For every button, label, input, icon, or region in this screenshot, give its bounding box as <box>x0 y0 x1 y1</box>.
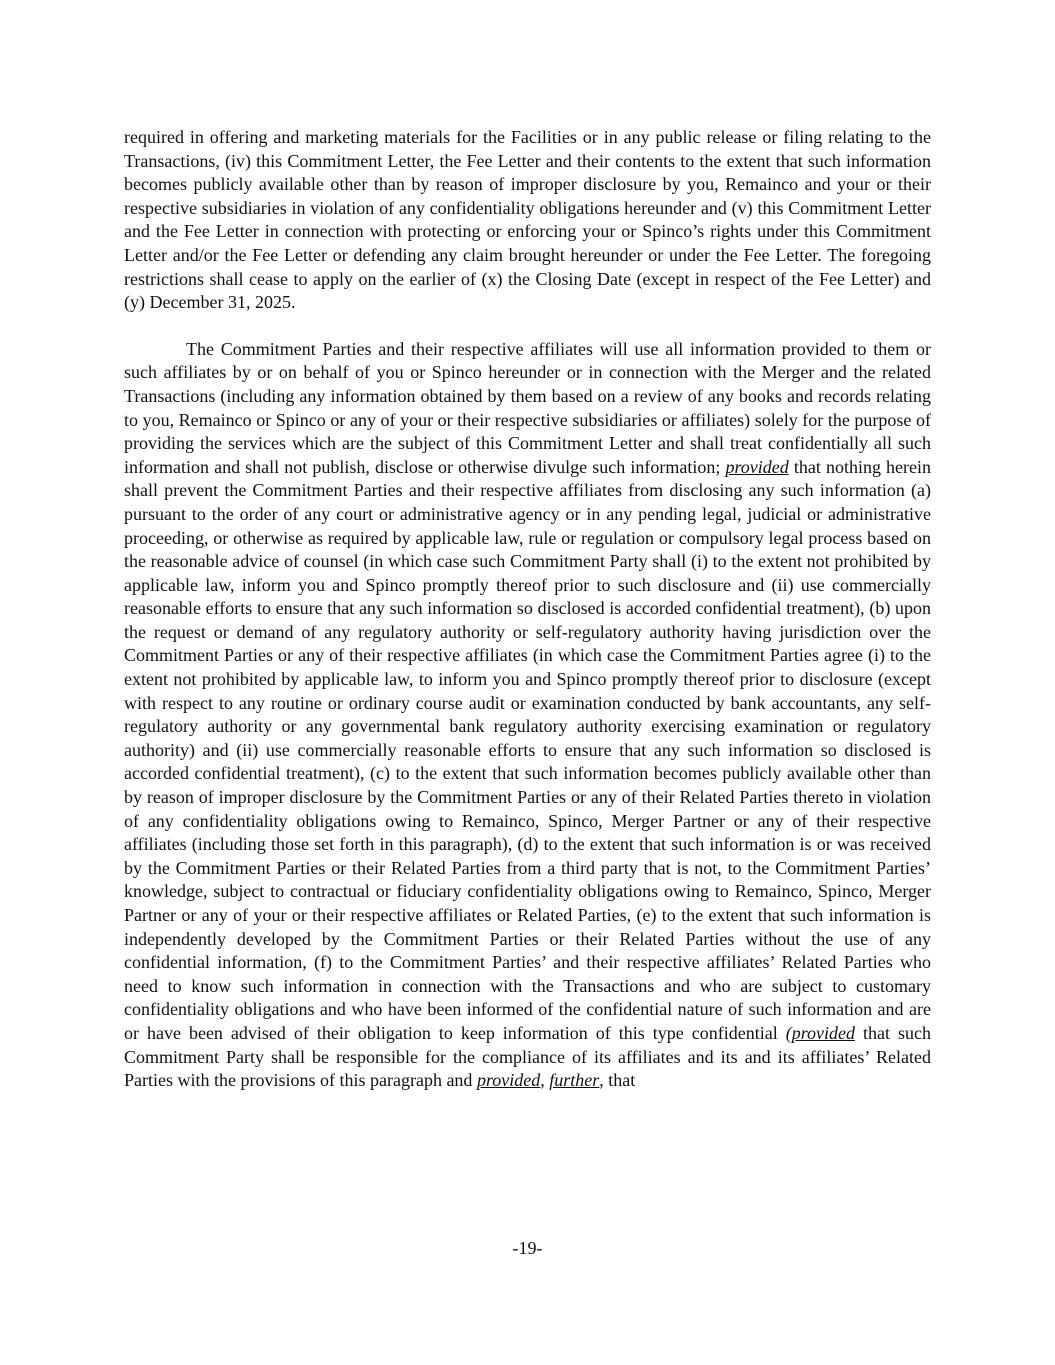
paragraph-text-segment: that such Commitment Party shall be responsible for the compliance of its affiliates and its and its affiliates’ Related Parties with the provisions of this paragraph and <box>124 1022 931 1091</box>
paragraph-text-segment: The Commitment Parties and their respective affiliates will use all information provided to them or such affiliates by or on behalf of you or Spinco hereunder or in connection with the Merger and the related Transactions (including any information obtained by them based on a review of any books and records relating to you, Remainco or Spinco or any of your or their respective subsidiaries or affiliates) solely for the purpose of providing the services which are the subject of this Commitment Letter and shall treat confidentially all such information and shall not publish, disclose or otherwise divulge such information; <box>124 338 931 477</box>
paragraph-text-segment: that nothing herein shall prevent the Commitment Parties and their respective affiliates from disclosing any such information (a) pursuant to the order of any court or administrative agency or in any pending legal, judicial or administrative proceeding, or otherwise as required by applicable law, rule or regulation or compulsory legal process based on the reasonable advice of counsel (in which case such Commitment Party shall (i) to the extent not prohibited by applicable law, inform you and Spinco promptly thereof prior to such disclosure and (ii) use commercially reasonable efforts to ensure that any such information so disclosed is accorded confidential treatment), (b) upon the request or demand of any regulatory authority or self-regulatory authority having jurisdiction over the Commitment Parties or any of their respective affiliates (in which case the Commitment Parties agree (i) to the extent not prohibited by applicable law, to inform you and Spinco promptly thereof prior to disclosure (except with respect to any routine or ordinary course audit or examination conducted by bank accountants, any self-regulatory authority or any governmental bank regulatory authority exercising examination or regulatory authority) and (ii) use commercially reasonable efforts to ensure that any such information so disclosed is accorded confidential treatment), (c) to the extent that such information becomes publicly available other than by reason of improper disclosure by the Commitment Parties or any of their Related Parties thereto in violation of any confidentiality obligations owing to Remainco, Spinco, Merger Partner or any of their respective affiliates (including those set forth in this paragraph), (d) to the extent that such information is or was received by the Commitment Parties or their Related Parties from a third party that is not, to the Commitment Parties’ knowledge, subject to contractual or fiduciary confidentiality obligations owing to Remainco, Spinco, Merger Partner or any of your or their respective affiliates or Related Parties, (e) to the extent that such information is independently developed by the Commitment Parties or their Related Parties without the use of any confidential information, (f) to the Commitment Parties’ and their respective affiliates’ Related Parties who need to know such information in connection with the Transactions and who are subject to customary confidentiality obligations and who have been informed of the confidential nature of such information and are or have been advised of their obligation to keep information of this type confidential <box>124 456 932 1043</box>
page-number: -19- <box>512 1238 543 1258</box>
emphasis-provided: provided <box>725 456 789 477</box>
paragraph-information-use <box>124 338 931 1093</box>
emphasis-provided: provided <box>476 1070 541 1091</box>
paragraph-confidentiality-exceptions: required in offering and marketing materials for the Facilities or in any public release or filing relating to the Transactions, (iv) this Commitment Letter, the Fee Letter and their contents to the extent that such information becomes publicly available other than by reason of improper disclosure by you, Remainco and your or their respective subsidiaries in violation of any confidentiality obligations hereunder and (v) this Commitment Letter and the Fee Letter in connection with protecting or enforcing your or Spinco’s rights under this Commitment Letter and/or the Fee Letter or defending any claim brought hereunder or under the Fee Letter. The foregoing restrictions shall cease to apply on the earlier of (x) the Closing Date (except in respect of the Fee Letter) and (y) December 31, 2025. <box>124 127 931 313</box>
emphasis-provided-parenthetical: (provided <box>785 1022 856 1043</box>
paragraph-text-segment: , <box>540 1070 550 1091</box>
emphasis-further: further <box>549 1070 600 1091</box>
paragraph-text-segment: , that <box>599 1070 636 1091</box>
document-body <box>124 126 931 1093</box>
